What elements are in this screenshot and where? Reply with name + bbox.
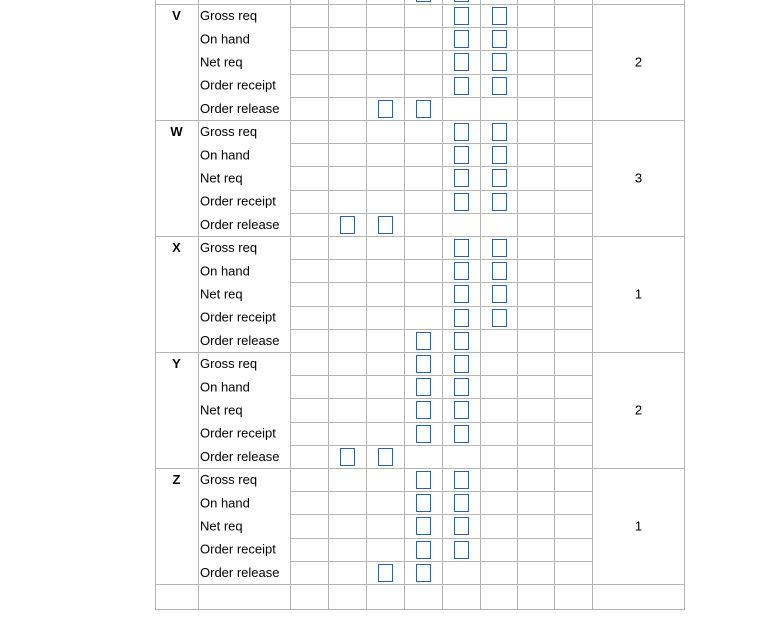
row-label-on-hand: On hand [200, 147, 250, 163]
entry-box-net-req[interactable] [417, 402, 431, 419]
entry-box-on-hand[interactable] [493, 263, 507, 280]
entry-box-net-req[interactable] [455, 402, 469, 419]
entry-box-on-hand[interactable] [417, 379, 431, 396]
row-label-gross-req: Gross req [200, 8, 258, 24]
entry-box-order-receipt[interactable] [455, 310, 469, 327]
entry-box-order-receipt[interactable] [455, 78, 469, 95]
entry-box-gross-req[interactable] [455, 472, 469, 489]
entry-box-order-release[interactable] [379, 101, 393, 118]
lead-time-value: 2 [634, 54, 643, 70]
entry-box-gross-req[interactable] [455, 240, 469, 257]
entry-box-gross-req[interactable] [417, 356, 431, 373]
row-label-on-hand: On hand [200, 379, 250, 395]
entry-box-order-release[interactable] [455, 333, 469, 350]
lead-time-value: 1 [634, 518, 643, 534]
entry-box-on-hand[interactable] [493, 147, 507, 164]
entry-box-on-hand[interactable] [455, 147, 469, 164]
row-label-gross-req: Gross req [200, 356, 258, 372]
item-block-z [173, 472, 643, 582]
entry-box-order-release[interactable] [455, 0, 469, 2]
row-label-order-receipt: Order receipt [200, 193, 276, 209]
entry-box-order-receipt[interactable] [493, 310, 507, 327]
row-label-order-receipt: Order receipt [200, 541, 276, 557]
row-label-order-receipt: Order receipt [200, 77, 276, 93]
entry-box-order-release[interactable] [379, 449, 393, 466]
entry-box-gross-req[interactable] [493, 240, 507, 257]
entry-box-order-release[interactable] [379, 217, 393, 234]
row-label-net-req: Net req [200, 54, 243, 70]
entry-box-order-receipt[interactable] [455, 426, 469, 443]
entry-box-gross-req[interactable] [455, 124, 469, 141]
entry-box-order-release[interactable] [379, 565, 393, 582]
row-label-order-release: Order release [200, 448, 280, 464]
item-label: X [172, 240, 181, 256]
item-block-w [170, 124, 642, 234]
row-label-order-receipt: Order receipt [200, 425, 276, 441]
entry-box-order-release[interactable] [417, 101, 431, 118]
entry-box-net-req[interactable] [417, 518, 431, 535]
entry-box-on-hand[interactable] [455, 263, 469, 280]
entry-box-order-release[interactable] [417, 0, 431, 2]
entry-box-gross-req[interactable] [455, 8, 469, 25]
entry-box-gross-req[interactable] [455, 356, 469, 373]
entry-box-on-hand[interactable] [455, 379, 469, 396]
entry-box-on-hand[interactable] [417, 495, 431, 512]
item-label: V [172, 8, 181, 24]
item-label: W [170, 124, 183, 140]
row-label-order-release: Order release [200, 216, 280, 232]
lead-time-value: 1 [634, 286, 643, 302]
lead-time-value: 2 [634, 402, 643, 418]
entry-box-order-release[interactable] [417, 565, 431, 582]
row-label-gross-req: Gross req [200, 472, 258, 488]
entry-box-gross-req[interactable] [417, 472, 431, 489]
entry-box-net-req[interactable] [455, 518, 469, 535]
row-label-order-receipt: Order receipt [200, 309, 276, 325]
row-label-net-req: Net req [200, 518, 243, 534]
entry-box-order-receipt[interactable] [493, 194, 507, 211]
row-label-on-hand: On hand [200, 495, 250, 511]
item-label: Z [172, 472, 181, 488]
row-label-order-release: Order release [200, 564, 280, 580]
row-label-net-req: Net req [200, 402, 243, 418]
item-block-partial [200, 0, 581, 2]
entry-box-order-receipt[interactable] [455, 542, 469, 559]
item-label: Y [172, 356, 181, 372]
item-block-y [172, 356, 642, 466]
entry-box-order-receipt[interactable] [417, 426, 431, 443]
entry-box-net-req[interactable] [455, 54, 469, 71]
row-label-order-release: Order release [200, 100, 280, 116]
entry-box-net-req[interactable] [493, 286, 507, 303]
row-label-order-release: Order release [200, 332, 280, 348]
entry-box-on-hand[interactable] [455, 31, 469, 48]
entry-box-net-req[interactable] [455, 286, 469, 303]
entry-box-order-receipt[interactable] [455, 194, 469, 211]
entry-box-order-receipt[interactable] [493, 78, 507, 95]
row-label-net-req: Net req [200, 286, 243, 302]
lead-time-value: 3 [634, 170, 643, 186]
entry-box-gross-req[interactable] [493, 124, 507, 141]
entry-box-net-req[interactable] [455, 170, 469, 187]
entry-box-gross-req[interactable] [493, 8, 507, 25]
mrp-worksheet-table [155, 0, 685, 610]
row-label-net-req: Net req [200, 170, 243, 186]
entry-box-on-hand[interactable] [455, 495, 469, 512]
entry-box-on-hand[interactable] [493, 31, 507, 48]
entry-box-net-req[interactable] [493, 170, 507, 187]
item-block-x [172, 240, 642, 350]
row-label-gross-req: Gross req [200, 240, 258, 256]
row-label-on-hand: On hand [200, 31, 250, 47]
row-label-on-hand: On hand [200, 263, 250, 279]
entry-box-order-release[interactable] [341, 449, 355, 466]
item-block-v [172, 8, 642, 118]
entry-box-net-req[interactable] [493, 54, 507, 71]
entry-box-order-release[interactable] [417, 333, 431, 350]
row-label-gross-req: Gross req [200, 124, 258, 140]
entry-box-order-release[interactable] [341, 217, 355, 234]
entry-box-order-receipt[interactable] [417, 542, 431, 559]
